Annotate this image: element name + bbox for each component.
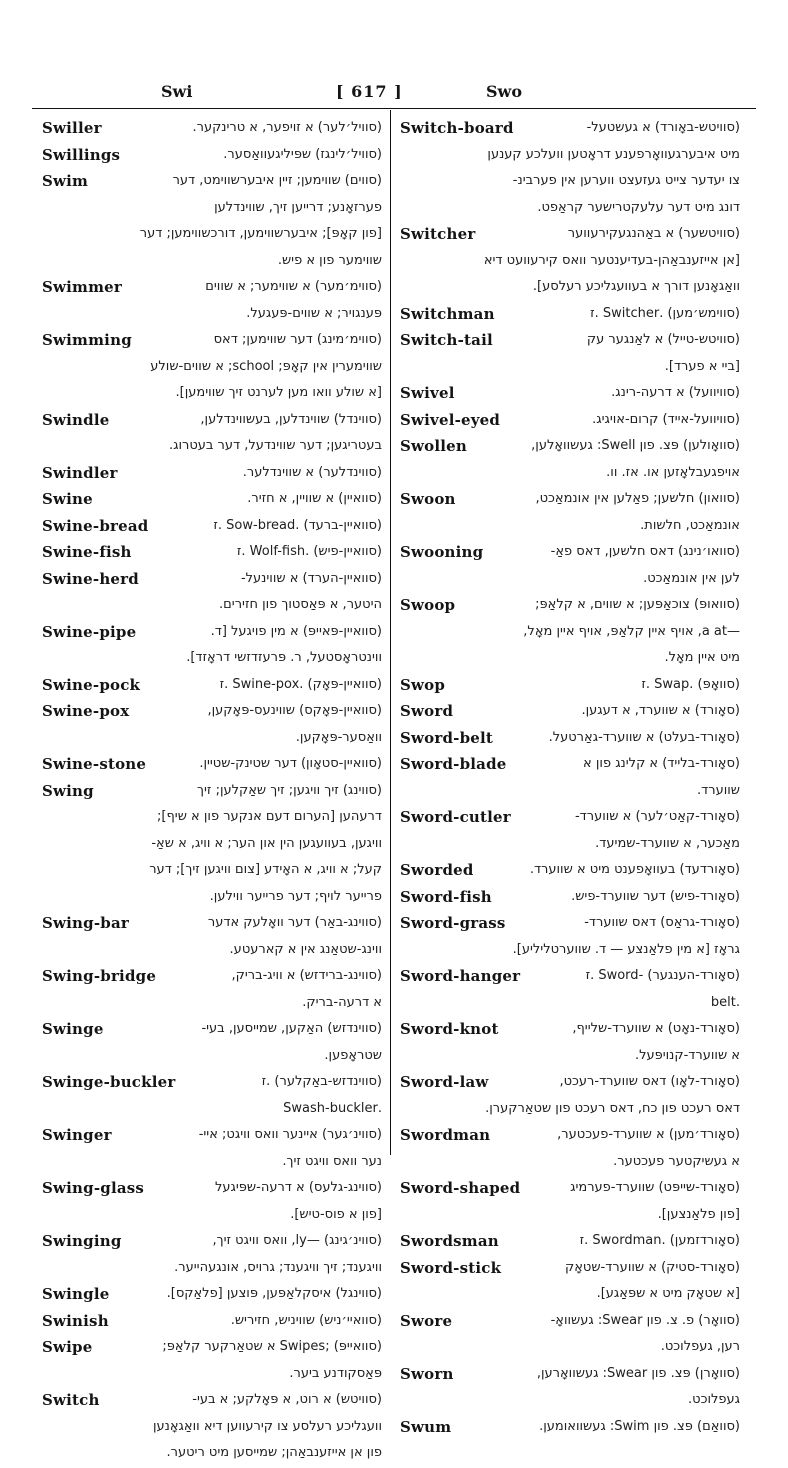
headword: Sword-stick (400, 1258, 502, 1277)
dictionary-entry (42, 673, 382, 700)
dictionary-entry (400, 434, 740, 461)
dictionary-entry (42, 169, 382, 196)
headword: Swoon (400, 490, 456, 508)
entry-continuation (42, 381, 382, 408)
entry-continuation (400, 461, 740, 488)
entry-continuation (400, 567, 740, 594)
definition-text: (סוואַם) פּצ. פון Swim: געשוואומען. (539, 1418, 740, 1434)
entry-continuation (400, 646, 740, 673)
definition-text: שווערד. (697, 782, 740, 798)
definition-text: פרייער לויף; דער פרייער ווילען. (209, 888, 382, 904)
headword: Sword-belt (400, 728, 494, 747)
definition-text: [פון קאָפּ]; איבערשווימען, דורכשווימען; דער (139, 226, 382, 241)
definition-text: (סוואָרן) פּצ. פון Swear: געשוואָרען, (536, 1365, 740, 1381)
definition-text: (סוואיין-פּאייפּ) א מין פויגעל [ד. (210, 623, 382, 639)
definition-text: (סוואיין-סטאָון) דער שטינק-שטיין. (199, 756, 382, 771)
dictionary-entry (400, 222, 740, 249)
headword: Swing (42, 781, 94, 800)
definition-text: (סווימש׳מען) .Switcher .ז (590, 305, 740, 321)
entry-continuation (42, 646, 382, 673)
entry-continuation (400, 1388, 740, 1415)
definition-text: (סווינ׳גער) איינער וואס וויגט; איי- (198, 1127, 382, 1142)
definition-text: דונג מיט דער עלעקטרישער קראַפט. (537, 199, 740, 215)
definition-text: .belt (710, 994, 740, 1010)
entry-continuation (42, 222, 382, 249)
definition-text: (סוואיין-פּאָק) .Swine-pox .ז (219, 676, 382, 692)
dictionary-entry (400, 858, 740, 885)
headword: Sword-law (400, 1073, 489, 1091)
dictionary-entry (42, 540, 382, 567)
headword: Swinish (42, 1311, 109, 1330)
definition-text: וויגענד; זיך וויגענד; גרויס, אונגעהייער. (174, 1259, 382, 1275)
definition-text: (סווינ׳גינג) —ly, וואס וויגט זיך, (212, 1233, 382, 1248)
headword: Switcher (400, 225, 476, 243)
dictionary-entry (400, 1070, 740, 1097)
definition-text: ווינטראָסטעל, ר. פּרעזדזשי דראָזד]. (186, 650, 382, 665)
entry-continuation (400, 196, 740, 223)
entry-continuation (400, 620, 740, 647)
definition-text: שווימערין אין קאָפּ; school; א שווים-שולע (150, 358, 382, 374)
entry-continuation (42, 1203, 382, 1230)
dictionary-entry (42, 1123, 382, 1150)
headword: Sword-blade (400, 755, 507, 773)
dictionary-entry (400, 302, 740, 329)
definition-text: [פון פלאַנצען]. (657, 1206, 740, 1222)
definition-text: (סאָורד) א שווערד, א דעגען. (581, 703, 740, 718)
headword: Swing-glass (42, 1179, 145, 1197)
entry-continuation (42, 593, 382, 620)
entry-continuation (400, 1335, 740, 1362)
entry-continuation (42, 1044, 382, 1071)
dictionary-entry (400, 116, 740, 143)
headword: Swing-bar (42, 914, 129, 932)
headword: Swine-pipe (42, 622, 137, 641)
headword: Swivel-eyed (400, 410, 501, 429)
definition-text: (סאָורד-סטיק) א שווערד-שטאָק (565, 1259, 740, 1275)
definition-text: (סוואיין-הערד) א שווינעל- (240, 570, 382, 586)
dictionary-entry (42, 116, 382, 143)
definition-text: (סאָורד-בעלט) א שווערד-גאַרטעל. (548, 729, 740, 745)
definition-text: מאַכער, א שווערד-שמיעד. (595, 835, 740, 851)
headword: Swindle (42, 410, 110, 429)
definition-text: (סוואו׳נינג) דאס חלשען, דאס פאַ- (550, 544, 740, 559)
definition-text: (סאָורד-פיש) דער שווערד-פיש. (571, 888, 740, 904)
dictionary-entry (42, 567, 382, 594)
dictionary-entry (400, 540, 740, 567)
headword: Swivel (400, 384, 455, 402)
definition-text: (סוויוועל) א דרעה-רינג. (611, 385, 740, 400)
definition-text: א שווערד-קנויפּעל. (634, 1047, 740, 1063)
headword: Switch (42, 1391, 100, 1409)
entry-continuation (400, 1203, 740, 1230)
dictionary-entry (400, 487, 740, 514)
headword: Swop (400, 675, 446, 694)
left-guide-word: Swi (161, 82, 193, 101)
dictionary-entry (42, 328, 382, 355)
definition-text: (סוויוועל-אייד) קרום-אויגיג. (592, 411, 740, 427)
definition-text: (סוואיי׳ניש) שוויניש, חזיריש. (230, 1312, 382, 1328)
entry-continuation (400, 275, 740, 302)
entry-continuation (42, 302, 382, 329)
entry-continuation (400, 1044, 740, 1071)
definition-text: (סווינג-גלעס) א דרעה-שפּיגעל (215, 1180, 382, 1195)
headword: Swimmer (42, 278, 123, 296)
definition-text: [ביי א פערד]. (664, 358, 740, 374)
definition-text: (סאָורד-לאָו) דאס שווערד-רעכט, (559, 1074, 740, 1089)
headword: Switch-board (400, 119, 514, 137)
definition-text: וועגליכע רעלסע צו קירעווען דיא וואַגאָנען (152, 1418, 382, 1434)
dictionary-entry (42, 275, 382, 302)
dictionary-entry (42, 143, 382, 170)
dictionary-entry (400, 726, 740, 753)
entry-continuation (400, 1097, 740, 1124)
definition-text: דרעהען [הערום דעם אנקער פון א שיף]; (157, 809, 382, 824)
definition-text: (סאָורד-הענגער) -Sword .ז (585, 968, 740, 983)
definition-text: פון אן אייזענבאַהן; שמייסען מיט ריטער. (166, 1445, 382, 1460)
headword: Swine-stone (42, 755, 147, 773)
definition-text: (סווינג) זיך וויגען; זיך שאַקלען; זיך (197, 782, 382, 798)
headword: Swollen (400, 437, 467, 455)
headword: Swinger (42, 1126, 112, 1144)
headword: Sword-fish (400, 887, 492, 906)
definition-text: שטראָפען. (324, 1047, 382, 1063)
definition-text: (סוויטש-טייל) א לאַנגער עק (586, 332, 740, 347)
definition-text: אונמאַכט, חלשות. (640, 517, 740, 533)
headword: Swooning (400, 543, 484, 561)
entry-continuation (42, 1256, 382, 1283)
dictionary-entry (42, 911, 382, 938)
dictionary-entry (400, 885, 740, 912)
definition-text: (סווינגל) איסקלאַפּען, פּוצען [פלאַקס]. (166, 1286, 382, 1301)
definition-text: (סאָורד-בלייד) א קלינג פון א (583, 756, 740, 771)
entry-continuation (42, 196, 382, 223)
dictionary-entry (400, 1017, 740, 1044)
definition-text: (סווימ׳מער) א שווימער; א שווים (205, 279, 382, 294)
entry-continuation (42, 355, 382, 382)
dictionary-entry (42, 620, 382, 647)
right-column (400, 116, 740, 1436)
dictionary-entry (42, 1388, 382, 1415)
entry-continuation (400, 779, 740, 806)
headword: Sworded (400, 861, 474, 879)
headword: Swine-pox (42, 702, 130, 720)
headword: Switchman (400, 304, 495, 323)
definition-text: גראָז [א מין פלאַנצע — ד. שווערטליליע]. (512, 941, 740, 957)
dictionary-entry (400, 752, 740, 779)
entry-continuation (42, 1441, 382, 1468)
definition-text: (סוויל׳לער) א זויפער, א טרינקער. (192, 120, 382, 135)
definition-text: (סאָורד-שייפּט) שווערד-פערמיג (570, 1180, 740, 1195)
headword: Sword (400, 702, 454, 720)
definition-text: [א שולע וואו מען לערנט זיך שווימען]. (175, 385, 382, 400)
entry-continuation (42, 858, 382, 885)
entry-continuation (42, 434, 382, 461)
entry-continuation (400, 1150, 740, 1177)
definition-text: (סוואָר) פ. צ. פון Swear: געשוואָ- (550, 1312, 740, 1328)
dictionary-entry (400, 1123, 740, 1150)
entry-continuation (42, 1150, 382, 1177)
definition-text: (סווינג-באַר) דער וואָלעק אדער (207, 915, 382, 930)
headword: Swiller (42, 119, 102, 137)
headword: Swoop (400, 596, 456, 614)
definition-text: בעטריגען; דער שווינדעל, דער בעטרוג. (168, 438, 382, 453)
headword: Sworn (400, 1364, 454, 1383)
definition-text: (סווימ׳מינג) דער שווימען; דאס (213, 332, 382, 347)
dictionary-entry (42, 1229, 382, 1256)
definition-text: (סווינדל) שווינדלען, בעשווינדלען, (200, 411, 382, 427)
headword: Swillings (42, 145, 121, 164)
definition-text: (סאָורדעד) בעוואָפענט מיט א שווערד. (529, 862, 740, 877)
definition-text: (סוויטש) א רוט, א פּאָלקע; א בעי- (192, 1392, 382, 1407)
entry-continuation (400, 991, 740, 1018)
definition-text: וואַגאָנען דורך א בעוועגליכע רעלסע]. (532, 279, 740, 294)
header-rule (32, 108, 756, 109)
entry-continuation (400, 143, 740, 170)
definition-text: (סאָורד׳מען) א שווערד-פעכטער, (557, 1127, 740, 1142)
dictionary-entry (42, 1070, 382, 1097)
dictionary-entry (400, 1256, 740, 1283)
column-divider (390, 110, 391, 1155)
dictionary-entry (42, 752, 382, 779)
definition-text: (סאָורד-קאַט׳לער) א שווערד- (574, 809, 740, 824)
headword: Swine-fish (42, 543, 132, 561)
dictionary-entry (400, 964, 740, 991)
definition-text: ווינג-שטאַנג אין א קארעטע. (229, 941, 382, 957)
entry-continuation (400, 169, 740, 196)
headword: Swine-herd (42, 569, 139, 588)
definition-text: (סווים) שווימען; זיין איבערשווימט, דער (172, 173, 382, 188)
headword: Swim (42, 172, 89, 190)
definition-text: (סוואָפּ) .Swap .ז (641, 676, 740, 692)
headword: Swum (400, 1417, 452, 1436)
headword: Swine (42, 490, 93, 508)
dictionary-entry (400, 328, 740, 355)
page-number: [ 617 ] (336, 82, 403, 101)
definition-text: (סוויל׳לינגז) שפּיליגעוואַסער. (223, 146, 382, 162)
entry-continuation (42, 832, 382, 859)
dictionary-entry (400, 408, 740, 435)
dictionary-entry (42, 1017, 382, 1044)
dictionary-entry (400, 381, 740, 408)
headword: Swindler (42, 463, 118, 482)
headword: Swingle (42, 1285, 110, 1303)
entry-continuation (42, 938, 382, 965)
entry-continuation (400, 355, 740, 382)
page-header (36, 78, 752, 106)
dictionary-entry (42, 487, 382, 514)
definition-text: [א שטאָק מיט א שפּאַגע]. (596, 1286, 740, 1301)
dictionary-entry (42, 1309, 382, 1336)
definition-text: (סוואייפּ) ;Swipes א שטאַרקער קלאַפּ; (162, 1339, 382, 1354)
headword: Swing-bridge (42, 967, 157, 985)
dictionary-entry (42, 779, 382, 806)
headword: Swimming (42, 331, 132, 349)
entry-continuation (42, 726, 382, 753)
definition-text: פּאַסקודנע ביער. (289, 1365, 382, 1381)
definition-text: [פון א פוס-טיש]. (290, 1206, 382, 1222)
dictionary-entry (42, 1335, 382, 1362)
headword: Sword-cutler (400, 808, 511, 826)
left-column (42, 116, 382, 1460)
headword: Swore (400, 1311, 453, 1330)
entry-continuation (400, 938, 740, 965)
definition-text: (סוואיין-ברעד) .Sow-bread .ז (213, 517, 382, 533)
dictionary-entry (42, 964, 382, 991)
definition-text: נער וואס וויגט זיך. (282, 1153, 382, 1169)
headword: Swordman (400, 1126, 491, 1144)
entry-continuation (42, 885, 382, 912)
definition-text: מיט איבערגעוואָרפענע דראָטען וועלכע קענען (487, 146, 740, 162)
definition-text: (סוואון) חלשען; פאַלען אין אונמאַכט, (535, 491, 740, 506)
dictionary-entry (42, 408, 382, 435)
headword: Sword-shaped (400, 1179, 521, 1197)
definition-text: (סווינדלער) א שווינדלער. (242, 464, 382, 480)
definition-text: לען אין אונמאַכט. (643, 570, 740, 586)
headword: Swinge-buckler (42, 1073, 176, 1091)
headword: Sword-hanger (400, 967, 521, 985)
definition-text: .Swash-buckler (283, 1100, 382, 1116)
definition-text: (סאָורד-גראַס) דאס שווערד- (584, 915, 740, 930)
definition-text: געפלוכט. (688, 1392, 740, 1407)
definition-text: היטער, א פּאַסטוך פון חזירים. (219, 597, 382, 612)
right-guide-word: Swo (486, 82, 522, 101)
definition-text: (סווינג-ברידזש) א וויג-בריק, (231, 968, 382, 983)
definition-text: (סוואיין) א שוויין, א חזיר. (247, 491, 382, 506)
dictionary-entry (42, 699, 382, 726)
headword: Swine-pock (42, 675, 141, 694)
dictionary-entry (400, 1362, 740, 1389)
entry-continuation (42, 991, 382, 1018)
definition-text: (סוואיין-פּאָקס) שווינעס-פּאָקען, (207, 703, 382, 718)
definition-text: א דרעה-בריק. (302, 994, 382, 1010)
definition-text: (סאָורדזמען) .Swordman .ז (579, 1233, 740, 1248)
headword: Switch-tail (400, 331, 493, 349)
definition-text: רען, געפלוכט. (660, 1339, 740, 1354)
definition-text: (סאָורד-נאָט) א שווערד-שלייף, (572, 1021, 740, 1036)
definition-text: קעל; א וויג, א האָידע [צום וויגען זיך]; דער (149, 862, 382, 877)
entry-continuation (400, 1282, 740, 1309)
dictionary-entry (400, 805, 740, 832)
definition-text: —a at, אויף איין קלאַפּ, אויף איין מאָל, (523, 623, 740, 639)
headword: Swinging (42, 1232, 122, 1250)
entry-continuation (42, 249, 382, 276)
definition-text: וויגען, בעוועגען הין און הער; א וויג, א שאַ- (151, 835, 382, 851)
definition-text: אויפגעבלאָזען או. אז. וו. (606, 464, 740, 480)
entry-continuation (42, 1415, 382, 1442)
definition-text: [אן אייזענבאַהן-בעדיענטער וואס קירעוועט דיא (483, 252, 740, 268)
dictionary-entry (42, 461, 382, 488)
definition-text: פּענגויר; א שווים-פּעגעל. (246, 305, 382, 321)
dictionary-entry (400, 911, 740, 938)
definition-text: (סווינדזש-באַקלער) .ז (261, 1074, 382, 1089)
entry-continuation (42, 805, 382, 832)
headword: Sword-knot (400, 1020, 499, 1038)
entry-continuation (42, 1362, 382, 1389)
definition-text: דאס רעכט פון כח, דאס רעכט פון שטאַרקערן. (485, 1100, 740, 1116)
definition-text: שווימער פון א פיש. (277, 252, 382, 268)
definition-text: פערזאָנע; דרייען זיך, שווינדלען (214, 199, 382, 215)
dictionary-entry (42, 514, 382, 541)
definition-text: (סווינדזש) האַקען, שמייסען, בעי- (201, 1021, 382, 1036)
dictionary-entry (400, 1176, 740, 1203)
headword: Swipe (42, 1338, 93, 1356)
entry-continuation (400, 249, 740, 276)
definition-text: (סוויטש-באָורד) א געשטעל- (586, 120, 740, 135)
definition-text: (סוויטשער) א באַהנגעקירעווער (567, 226, 740, 241)
entry-continuation (400, 832, 740, 859)
headword: Sword-grass (400, 914, 506, 932)
dictionary-entry (42, 1176, 382, 1203)
definition-text: צו יעדער צייט געזעצט ווערען אין פערבינ- (512, 173, 740, 188)
headword: Swinge (42, 1020, 104, 1038)
dictionary-entry (400, 1229, 740, 1256)
headword: Swine-bread (42, 516, 149, 535)
dictionary-entry (400, 1309, 740, 1336)
dictionary-entry (400, 673, 740, 700)
definition-text: וואַסער-פּאָקען. (295, 729, 382, 745)
entry-continuation (400, 514, 740, 541)
entry-continuation (42, 1097, 382, 1124)
definition-text: (סוואָולען) פּצ. פון Swell: געשוואָלען, (531, 438, 740, 453)
definition-text: (סוואופּ) צוכאַפּען; א שווים, א קלאַפּ; (535, 597, 740, 612)
definition-text: מיט איין מאָל. (664, 650, 740, 665)
dictionary-entry (42, 1282, 382, 1309)
definition-text: (סוואיין-פיש) .Wolf-fish .ז (236, 544, 382, 559)
dictionary-entry (400, 1415, 740, 1442)
definition-text: א געשיקטער פעכטער. (613, 1153, 740, 1169)
headword: Swordsman (400, 1232, 499, 1250)
dictionary-entry (400, 593, 740, 620)
dictionary-entry (400, 699, 740, 726)
